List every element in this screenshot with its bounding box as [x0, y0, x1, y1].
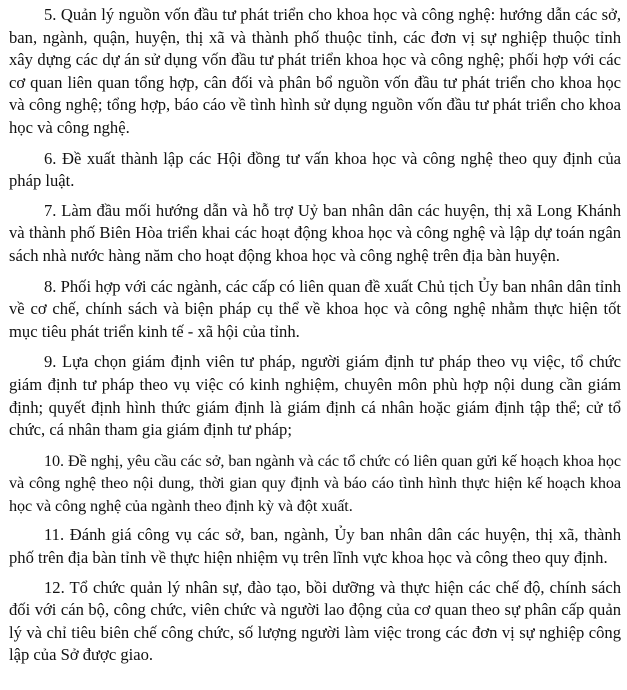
paragraph-item-9: 9. Lựa chọn giám định viên tư pháp, người giám định tư pháp theo vụ việc, tổ chức giám định tư pháp theo vụ việc có kinh nghiệm, chuyên môn phù hợp nội dung cần giám định; quyết định hình thức giám định là giám định cá nhân hoặc giám định tập thể; cử tổ chức, cá nhân tham gia giám định tư pháp;: [9, 352, 621, 440]
document-page: [9, 4, 621, 667]
paragraph-item-7: 7. Làm đầu mối hướng dẫn và hỗ trợ Uỷ ban nhân dân các huyện, thị xã Long Khánh và thành phố Biên Hòa triển khai các hoạt động khoa học và công nghệ và lập dự toán ngân sách nhà nước hàng năm cho hoạt động khoa học và công nghệ trên địa bàn huyện.: [9, 200, 621, 265]
paragraph-item-5: 5. Quản lý nguồn vốn đầu tư phát triển cho khoa học và công nghệ: hướng dẫn các sở, ban, ngành, quận, huyện, thị xã và thành phố thuộc tỉnh, các đơn vị sự nghiệp thuộc tỉnh xây dựng các dự án sử dụng vốn đầu tư phát triển khoa học và công nghệ; phối hợp với các cơ quan liên quan tổng hợp, cân đối và phân bổ nguồn vốn đầu tư phát triển cho khoa học và công nghệ; tổng hợp, báo cáo về tình hình sử dụng nguồn vốn đầu tư phát triển cho khoa học và công nghệ.: [9, 5, 621, 137]
paragraph-item-11: 11. Đánh giá công vụ các sở, ban, ngành, Ủy ban nhân dân các huyện, thị xã, thành phố trên địa bàn tỉnh về thực hiện nhiệm vụ trên lĩnh vực khoa học và công theo quy định.: [9, 525, 621, 568]
paragraph-item-8: 8. Phối hợp với các ngành, các cấp có liên quan đề xuất Chủ tịch Ủy ban nhân dân tỉnh về cơ chế, chính sách và biện pháp cụ thể về khoa học và công nghệ nhằm thực hiện tốt mục tiêu phát triển kinh tế - xã hội của tỉnh.: [9, 276, 621, 341]
paragraph-item-10: 10. Đề nghị, yêu cầu các sở, ban ngành và các tổ chức có liên quan gửi kế hoạch khoa học và công nghệ theo nội dung, thời gian quy định và báo cáo tình hình thực hiện kế hoạch khoa học và công nghệ của ngành theo định kỳ và đột xuất.: [9, 451, 621, 515]
paragraph-item-6: 6. Đề xuất thành lập các Hội đồng tư vấn khoa học và công nghệ theo quy định của pháp luật.: [9, 148, 621, 191]
paragraph-item-12: 12. Tổ chức quản lý nhân sự, đào tạo, bồi dưỡng và thực hiện các chế độ, chính sách đối với cán bộ, công chức, viên chức và người lao động của cơ quan theo sự phân cấp quản lý và chỉ tiêu biên chế công chức, số lượng người làm việc trong các đơn vị sự nghiệp công lập của Sở được giao.: [9, 577, 621, 665]
